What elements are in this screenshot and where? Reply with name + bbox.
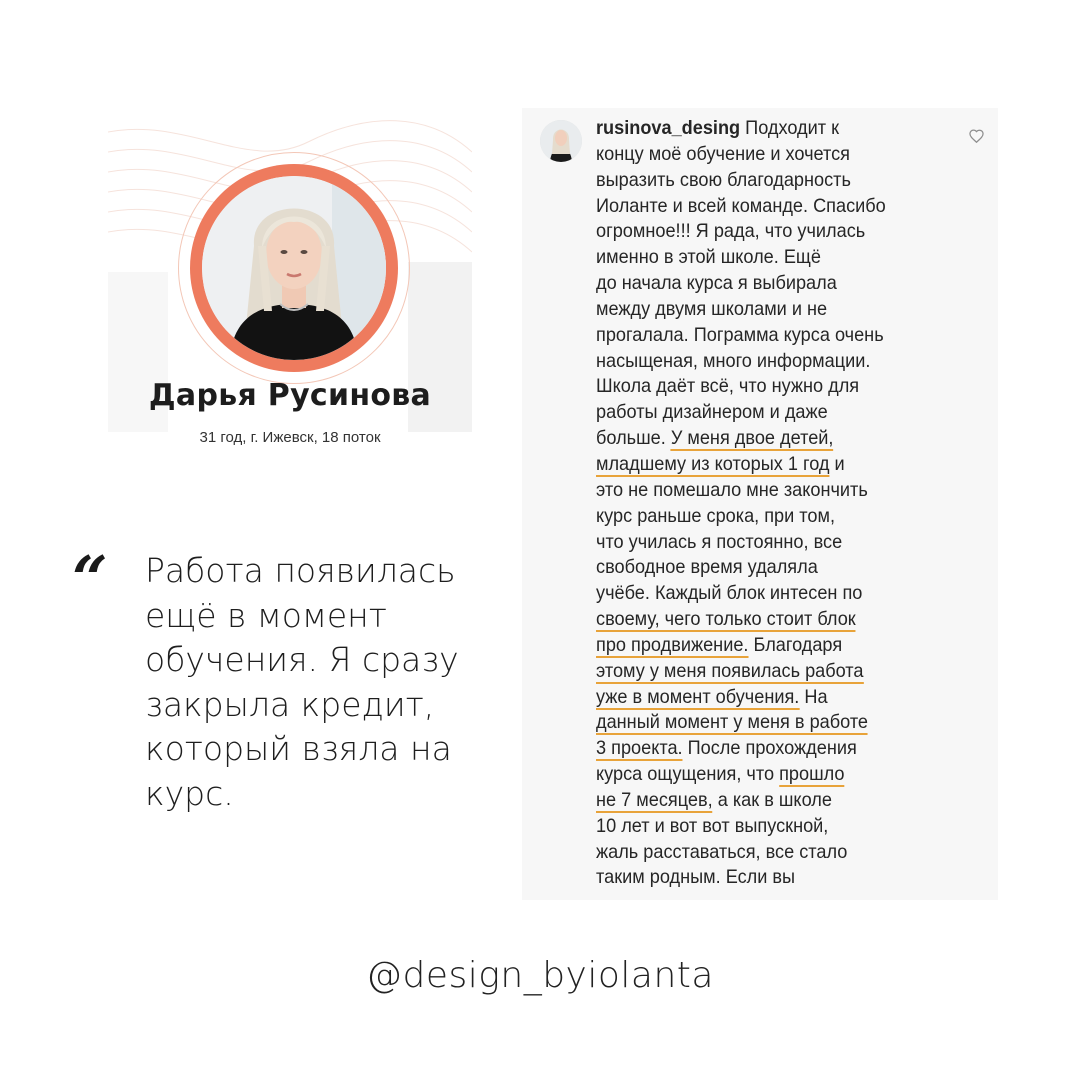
quote-mark-icon: “ — [72, 542, 108, 615]
comment-line: именно в этой школе. Ещё — [596, 246, 821, 269]
comment-line: 10 лет и вот вот выпускной, — [596, 814, 829, 837]
heart-outline-icon[interactable] — [969, 129, 984, 143]
highlighted-phrase: этому у меня появилась работа — [596, 659, 864, 682]
comment-line: курс раньше срока, при том, — [596, 504, 836, 527]
person-meta: 31 год, г. Ижевск, 18 поток — [199, 429, 381, 446]
highlighted-phrase: У меня двое детей, — [670, 427, 834, 450]
comment-line: выразить свою благодарность — [596, 168, 851, 191]
comment-line: жаль расставаться, все стало — [596, 840, 848, 863]
comment-line — [596, 659, 959, 685]
comment-line — [596, 685, 959, 711]
highlighted-phrase: 3 проекта. — [596, 737, 683, 760]
avatar — [178, 152, 410, 384]
highlighted-phrase: прошло — [779, 763, 845, 786]
comment-line — [596, 736, 959, 762]
comment-line: между двумя школами и не — [596, 297, 828, 320]
comment-line: Иоланте и всей команде. Спасибо — [596, 194, 886, 217]
highlighted-phrase: не 7 месяцев, — [596, 788, 713, 811]
comment-line — [596, 426, 959, 452]
highlighted-phrase: своему, чего только стоит блок — [596, 608, 856, 631]
comment-text: курса ощущения, что — [596, 763, 780, 786]
person-name: Дарья Русинова — [148, 378, 432, 413]
quote-line: Работа появилась — [145, 551, 456, 590]
comment-text: Благодаря — [748, 633, 843, 656]
comment-line — [596, 710, 959, 736]
quote-line: обучения. Я сразу — [145, 640, 459, 679]
comment-line: работы дизайнером и даже — [596, 401, 828, 424]
comment-text: Подходит к — [740, 117, 840, 139]
comment-line — [596, 116, 959, 142]
quote-line: курс. — [145, 773, 234, 813]
comment-line: что училась я постоянно, все — [596, 530, 843, 553]
comment-text: а как в школе — [712, 788, 832, 811]
comment-line: это не помешало мне закончить — [596, 478, 868, 501]
comment-line: насыщеная, много информации. — [596, 349, 871, 372]
comment-line: огромное!!! Я рада, что училась — [596, 220, 866, 243]
comment-line: свободное время удаляла — [596, 556, 818, 579]
comment-line: таким родным. Если вы — [596, 866, 796, 889]
comment-line — [596, 452, 959, 478]
commenter-avatar[interactable] — [540, 120, 582, 162]
comment-text: После прохождения — [682, 737, 857, 760]
testimonial-quote — [145, 549, 505, 816]
comment-line: Школа даёт всё, что нужно для — [596, 375, 860, 398]
highlighted-phrase: про продвижение. — [596, 633, 749, 656]
comment-line: до начала курса я выбирала — [596, 272, 837, 295]
quote-line: ещё в момент — [145, 595, 387, 635]
comment-line — [596, 633, 959, 659]
commenter-username[interactable]: rusinova_desing — [596, 117, 741, 139]
quote-line: закрыла кредит, — [145, 684, 435, 724]
comment-line — [596, 788, 959, 814]
highlighted-phrase: уже в момент обучения. — [596, 685, 800, 708]
quote-line: который взяла на — [145, 729, 452, 768]
instagram-comment — [522, 108, 998, 900]
comment-body — [596, 116, 959, 891]
comment-line: концу моё обучение и хочется — [596, 142, 851, 165]
comment-text: и — [829, 452, 845, 475]
highlighted-phrase: данный момент у меня в работе — [596, 711, 869, 734]
comment-line — [596, 762, 959, 788]
comment-text: больше. — [596, 427, 671, 450]
avatar-photo — [202, 176, 386, 360]
comment-line — [596, 607, 959, 633]
highlighted-phrase: младшему из которых 1 год — [596, 452, 830, 475]
comment-line: прогалала. Пограмма курса очень — [596, 323, 884, 346]
footer-handle: @design_byiolanta — [366, 955, 714, 996]
profile-card — [108, 112, 472, 457]
comment-line: учёбе. Каждый блок интесен по — [596, 582, 863, 605]
comment-text: На — [799, 685, 828, 708]
